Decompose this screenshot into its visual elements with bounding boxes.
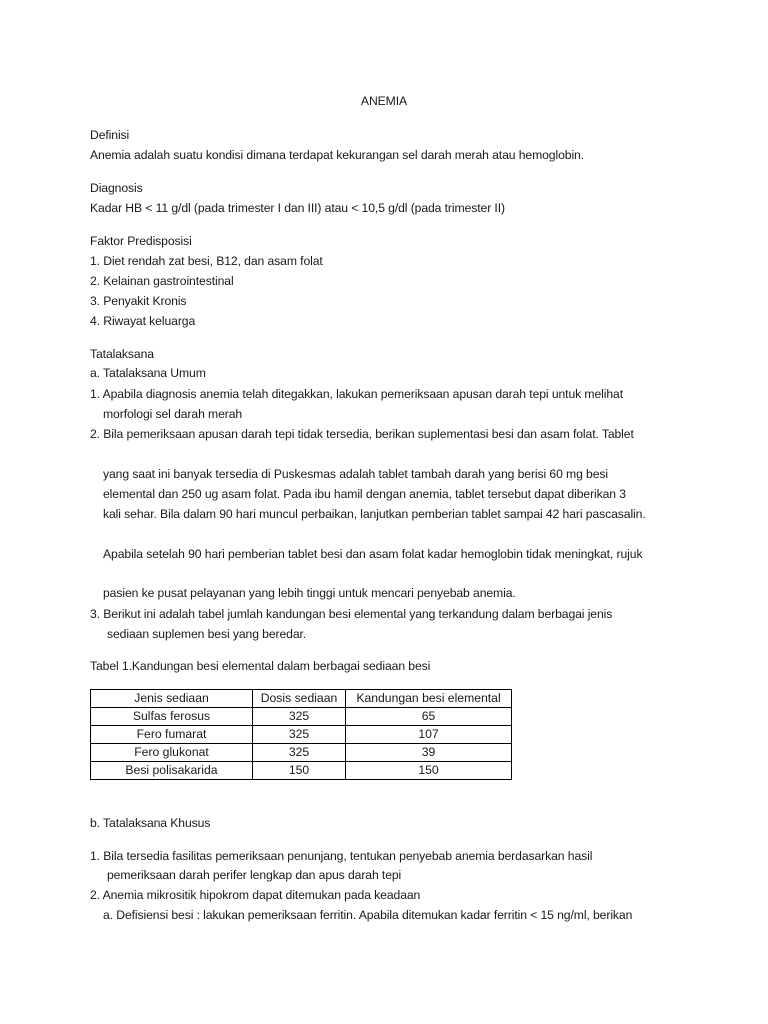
- table-row: [91, 762, 512, 780]
- table-header-row: [91, 690, 512, 708]
- tatalaksana-line: Apabila setelah 90 hari pemberian tablet besi dan asam folat kadar hemoglobin tidak meningkat, rujuk: [103, 547, 643, 561]
- definisi-text: Anemia adalah suatu kondisi dimana terdapat kekurangan sel darah merah atau hemoglobin.: [90, 148, 585, 162]
- tatalaksana-line: kali sehar. Bila dalam 90 hari muncul perbaikan, lanjutkan pemberian tablet sampai 42 hari pascasalin.: [103, 507, 646, 521]
- table-cell: 325: [253, 726, 346, 744]
- khusus-line: 1. Bila tersedia fasilitas pemeriksaan penunjang, tentukan penyebab anemia berdasarkan hasil: [90, 849, 593, 863]
- tatalaksana-line: pasien ke pusat pelayanan yang lebih tinggi untuk mencari penyebab anemia.: [103, 586, 516, 600]
- tatalaksana-line: 2. Bila pemeriksaan apusan darah tepi tidak tersedia, berikan suplementasi besi dan asam folat. Tablet: [90, 427, 634, 441]
- table-cell: 325: [253, 744, 346, 762]
- table-caption: Tabel 1.Kandungan besi elemental dalam berbagai sediaan besi: [90, 659, 431, 673]
- tatalaksana-line: sediaan suplemen besi yang beredar.: [107, 627, 307, 641]
- tatalaksana-line: 3. Berikut ini adalah tabel jumlah kandungan besi elemental yang terkandung dalam berbagai jenis: [90, 607, 613, 621]
- faktor-item: 3. Penyakit Kronis: [90, 294, 187, 308]
- table-cell: 39: [346, 744, 512, 762]
- faktor-item: 4. Riwayat keluarga: [90, 314, 196, 328]
- table-cell: 65: [346, 708, 512, 726]
- besi-table: [90, 689, 512, 780]
- tatalaksana-line: yang saat ini banyak tersedia di Puskesmas adalah tablet tambah darah yang berisi 60 mg besi: [103, 467, 609, 481]
- table-row: [91, 726, 512, 744]
- table-cell: 107: [346, 726, 512, 744]
- table-header-cell: Jenis sediaan: [91, 690, 253, 708]
- faktor-item: 2. Kelainan gastrointestinal: [90, 274, 234, 288]
- tatalaksana-heading: Tatalaksana: [90, 347, 154, 361]
- table-cell: 150: [346, 762, 512, 780]
- table-row: [91, 708, 512, 726]
- khusus-heading: b. Tatalaksana Khusus: [90, 816, 211, 830]
- table-cell: Fero glukonat: [91, 744, 253, 762]
- khusus-line: pemeriksaan darah perifer lengkap dan apus darah tepi: [107, 868, 402, 882]
- faktor-item: 1. Diet rendah zat besi, B12, dan asam folat: [90, 254, 323, 268]
- table-cell: Fero fumarat: [91, 726, 253, 744]
- table-header-cell: Dosis sediaan: [253, 690, 346, 708]
- diagnosis-text: Kadar HB < 11 g/dl (pada trimester I dan III) atau < 10,5 g/dl (pada trimester II): [90, 201, 505, 215]
- tatalaksana-umum-heading: a. Tatalaksana Umum: [90, 366, 206, 380]
- khusus-line: a. Defisiensi besi : lakukan pemeriksaan ferritin. Apabila ditemukan kadar ferritin < 15 ng/ml, berikan: [103, 908, 633, 922]
- tatalaksana-line: elemental dan 250 ug asam folat. Pada ibu hamil dengan anemia, tablet tersebut dapat diberikan 3: [103, 487, 626, 501]
- table-cell: 150: [253, 762, 346, 780]
- tatalaksana-line: 1. Apabila diagnosis anemia telah ditegakkan, lakukan pemeriksaan apusan darah tepi untuk melihat: [90, 387, 624, 401]
- faktor-heading: Faktor Predisposisi: [90, 234, 192, 248]
- khusus-line: 2. Anemia mikrositik hipokrom dapat ditemukan pada keadaan: [90, 888, 421, 902]
- table-header-cell: Kandungan besi elemental: [346, 690, 512, 708]
- table-cell: 325: [253, 708, 346, 726]
- tatalaksana-line: morfologi sel darah merah: [103, 407, 243, 421]
- diagnosis-heading: Diagnosis: [90, 181, 143, 195]
- document-title: ANEMIA: [360, 94, 408, 108]
- table-cell: Sulfas ferosus: [91, 708, 253, 726]
- table-cell: Besi polisakarida: [91, 762, 253, 780]
- table-row: [91, 744, 512, 762]
- definisi-heading: Definisi: [90, 128, 130, 142]
